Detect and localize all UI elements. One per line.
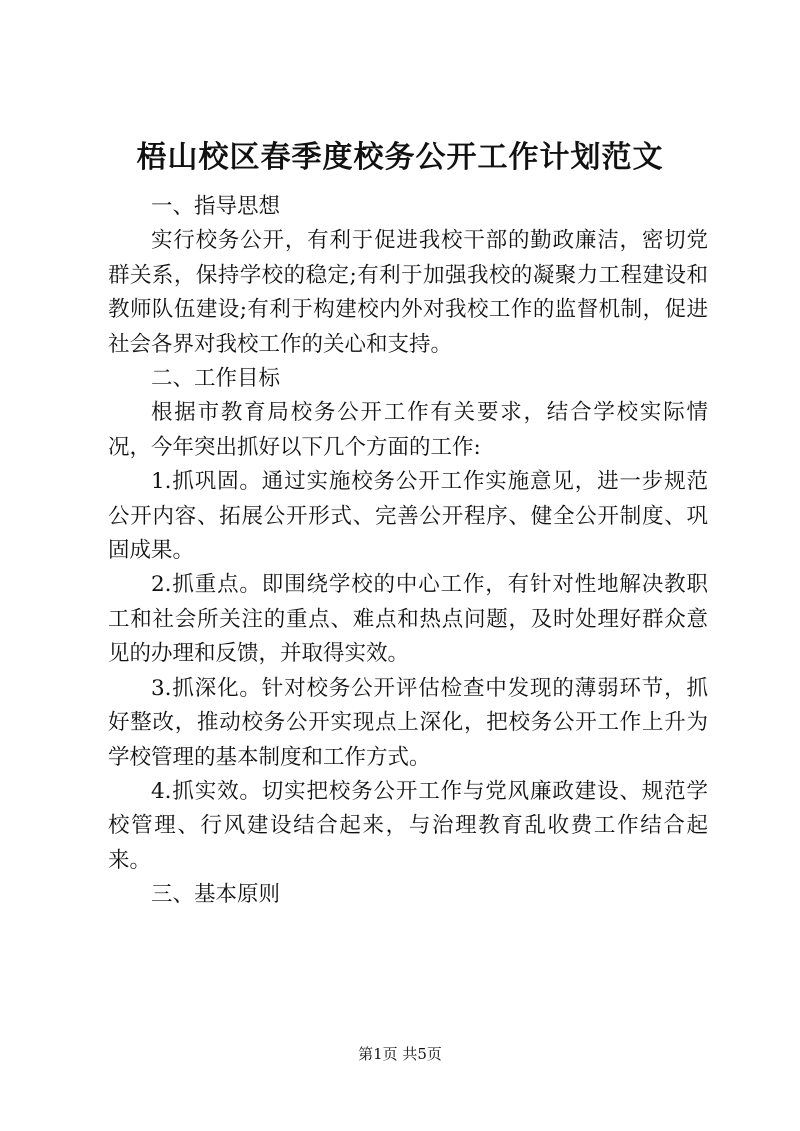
section-heading-basic-principles: 三、基本原则 (151, 882, 281, 908)
paragraph-guiding-ideology: 实行校务公开，有利于促进我校干部的勤政廉洁，密切党群关系，保持学校的稳定;有利于加强我校的凝聚力工程建设和教师队伍建设;有利于构建校内外对我校工作的监督机制，促进社会各界对我校工作的关心和支持。 (108, 228, 708, 357)
page-number-footer: 第1页 共5页 (358, 1045, 442, 1063)
document-title: 梧山校区春季度校务公开工作计划范文 (136, 140, 664, 175)
list-item-key-points: 2.抓重点。即围绕学校的中心工作，有针对性地解决教职工和社会所关注的重点、难点和热点问题，及时处理好群众意见的办理和反馈，并取得实效。 (108, 572, 708, 667)
document-body (108, 190, 708, 913)
list-item-consolidate: 1.抓巩固。通过实施校务公开工作实施意见，进一步规范公开内容、拓展公开形式、完善公开程序、健全公开制度、巩固成果。 (108, 469, 708, 564)
section-heading-guiding-ideology: 一、指导思想 (151, 194, 281, 219)
paragraph-work-goals-intro: 根据市教育局校务公开工作有关要求，结合学校实际情况，今年突出抓好以下几个方面的工作: (108, 400, 708, 460)
section-heading-work-goals: 二、工作目标 (151, 366, 281, 392)
list-item-effectiveness: 4.抓实效。切实把校务公开工作与党风廉政建设、规范学校管理、行风建设结合起来，与治理教育乱收费工作结合起来。 (108, 778, 708, 873)
list-item-deepen: 3.抓深化。针对校务公开评估检查中发现的薄弱环节，抓好整改，推动校务公开实现点上深化，把校务公开工作上升为学校管理的基本制度和工作方式。 (108, 675, 708, 770)
